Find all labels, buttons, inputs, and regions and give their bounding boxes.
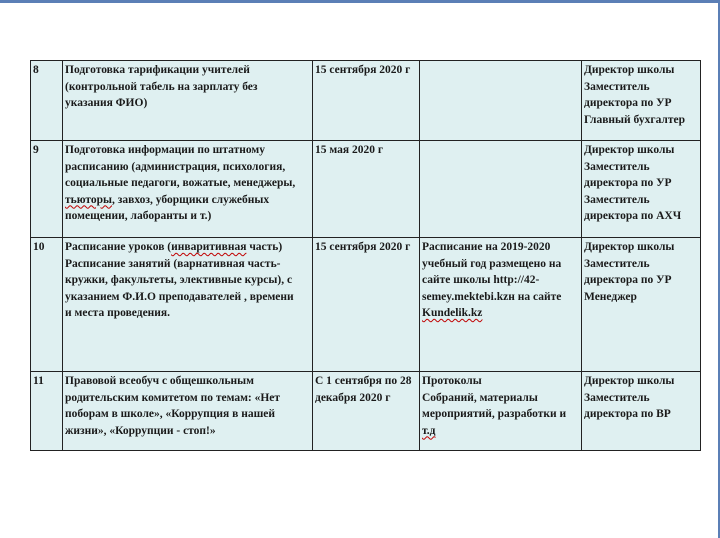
table-row [31,372,701,451]
row-number: 9 [31,141,63,238]
date-cell: С 1 сентября по 28 декабря 2020 г [313,372,420,451]
result-cell [420,238,582,372]
slide-top-border [0,0,720,3]
spellcheck-word: тьюторы [65,193,112,206]
task-text: часть) Расписание занятий (варнативная часть- кружки, факультеты, элективные курсы), с указанием Ф.И.О преподавателей , времени и места проведения. [65,241,294,319]
row-number: 8 [31,61,63,141]
responsible-cell: Директор школы Заместитель директора по УР Менеджер [582,238,701,372]
plan-table [30,60,701,451]
responsible-cell: Директор школы Заместитель директора по ВР [582,372,701,451]
table-row [31,238,701,372]
task-cell: Правовой всеобуч с общешкольным родительским комитетом по темам: «Нет поборам в школе», «Коррупция в нашей жизни», «Коррупции - стоп!» [63,372,313,451]
result-cell [420,141,582,238]
date-cell: 15 сентября 2020 г [313,238,420,372]
result-cell [420,372,582,451]
row-number: 11 [31,372,63,451]
task-cell: Подготовка тарификации учителей (контрольной табель на зарплату без указания ФИО) [63,61,313,141]
spellcheck-word: Kundelik.kz [422,307,483,319]
result-text: Протоколы Собраний, материалы мероприятий, разработки и [422,375,567,420]
spellcheck-word: т.д [422,424,436,437]
task-cell [63,141,313,238]
spellcheck-word: инваритивная [171,241,247,253]
responsible-cell: Директор школы Заместитель директора по УР Заместитель директора по АХЧ [582,141,701,238]
result-cell [420,61,582,141]
date-cell: 15 сентября 2020 г [313,61,420,141]
result-text: Расписание на 2019-2020 учебный год размещено на сайте школы http://42- semey.mektebi.kzн на сайте [422,241,562,303]
responsible-cell: Директор школы Заместитель директора по УР Главный бухгалтер [582,61,701,141]
task-text: Подготовка информации по штатному расписанию (администрация, психология, социальные педагоги, вожатые, менеджеры, [65,144,296,189]
task-text: , завхоз, уборщики служебных помещении, лаборанты и т.) [65,193,270,222]
row-number: 10 [31,238,63,372]
task-text: Расписание уроков ( [65,241,172,253]
date-cell: 15 мая 2020 г [313,141,420,238]
table-row [31,141,701,238]
table-row [31,61,701,141]
task-cell [63,238,313,372]
